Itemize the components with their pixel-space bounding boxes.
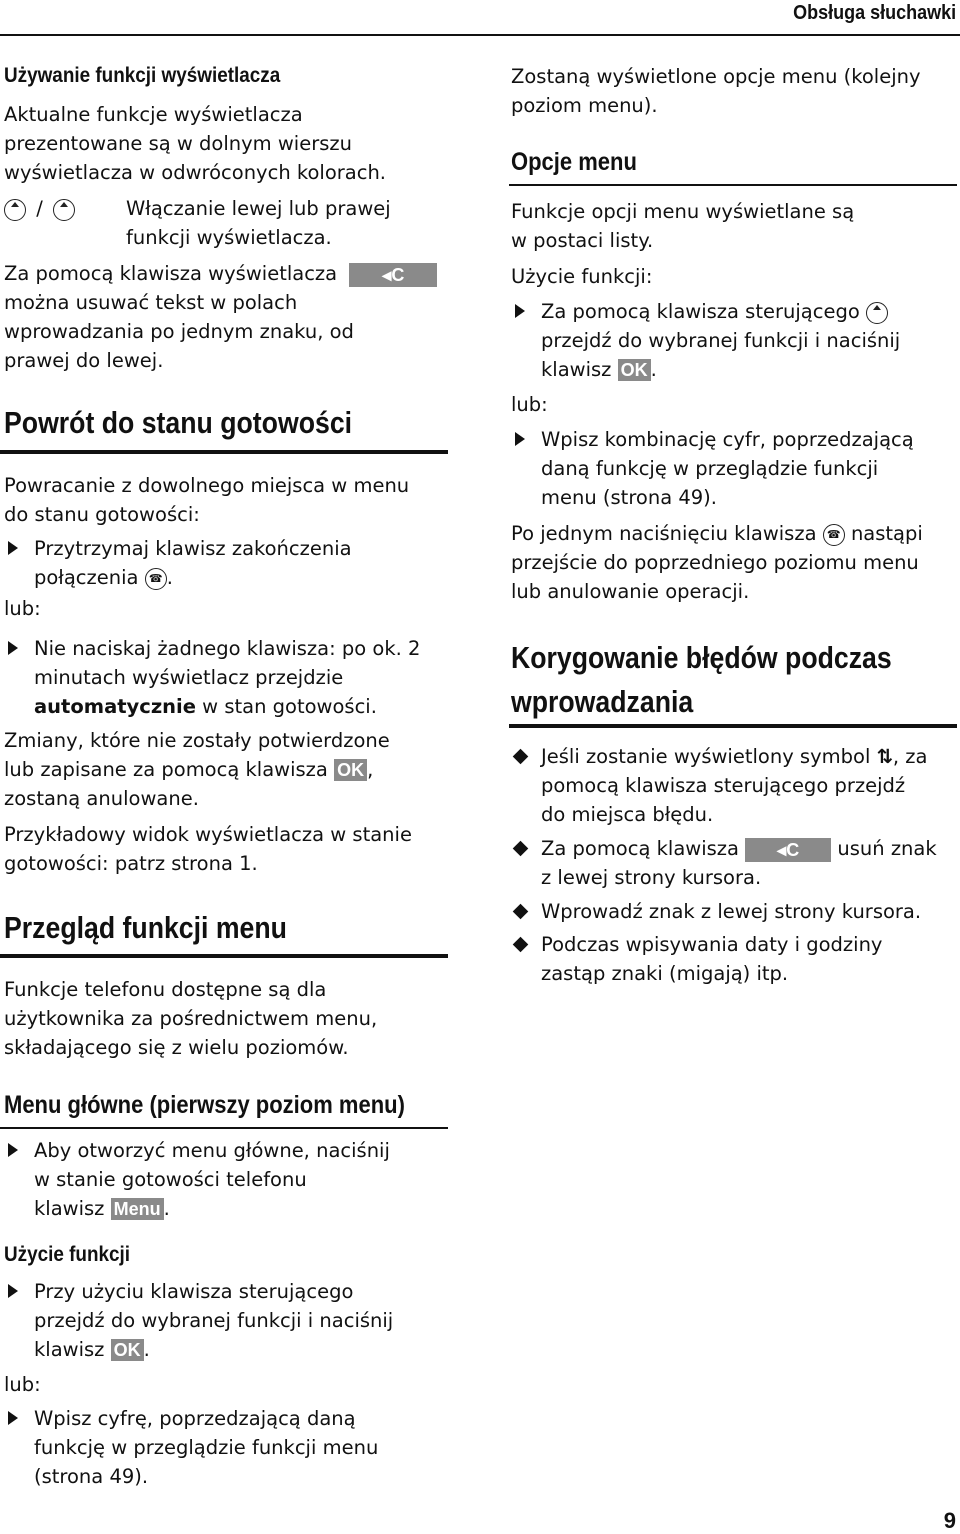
- delete-key-icon: ◂C: [349, 263, 437, 287]
- corrections-bullet-3: Wprowadź znak z lewej strony kursora.: [541, 900, 922, 923]
- menu-options-heading-rule: [509, 184, 957, 186]
- menu-options-back: Po jednym naciśnięciu klawisza ☎ nastąpi przejście do poprzedniego poziomu menu lub anulowanie operacji.: [511, 522, 923, 603]
- section-heading-corrections: Korygowanie błędów podczas wprowadzania: [511, 640, 892, 719]
- control-key-icon: [866, 302, 888, 324]
- use-function-bullet-2: Wpisz cyfrę, poprzedzającą daną funkcję w przeglądzie funkcji menu (strona 49).: [34, 1407, 379, 1488]
- delete-key-icon: ◂C: [745, 838, 831, 862]
- standby-or: lub:: [4, 597, 41, 620]
- nav-separator: /: [36, 197, 43, 220]
- end-call-key-icon: ☎: [145, 568, 167, 590]
- section-heading-display-functions: Używanie funkcji wyświetlacza: [4, 64, 281, 87]
- header-rule: [0, 34, 960, 36]
- menu-options-or: lub:: [511, 393, 548, 416]
- menu-overview-intro: Funkcje telefonu dostępne są dla użytkownika za pośrednictwem menu, składającego się z wielu poziomów.: [4, 978, 378, 1059]
- menu-key-icon: Menu: [111, 1198, 164, 1220]
- nav-key-right-icon: [53, 199, 75, 221]
- bullet-diamond-icon: [513, 904, 529, 920]
- section-heading-main-menu: Menu główne (pierwszy poziom menu): [4, 1091, 405, 1119]
- main-menu-heading-rule: [0, 1127, 448, 1129]
- standby-heading-rule: [0, 450, 448, 454]
- page-number: 9: [943, 1508, 956, 1533]
- bullet-arrow-icon: [8, 1411, 18, 1425]
- page-header: Obsługa słuchawki: [792, 2, 956, 24]
- use-function-bullet-1: Przy użyciu klawisza sterującego przejdź do wybranej funkcji i naciśnij klawisz OK .: [34, 1280, 394, 1361]
- menu-options-top-text: Zostaną wyświetlone opcje menu (kolejny poziom menu).: [511, 65, 921, 117]
- standby-bullet-1: Przytrzymaj klawisz zakończenia połączenia ☎ .: [34, 537, 352, 589]
- ok-key-icon: OK: [111, 1339, 144, 1361]
- bullet-arrow-icon: [8, 1284, 18, 1298]
- corrections-bullet-2: Za pomocą klawisza ◂C usuń znak z lewej strony kursora.: [541, 837, 937, 889]
- menu-options-intro: Funkcje opcji menu wyświetlane są w postaci listy.: [511, 200, 855, 252]
- standby-bullet-2: Nie naciskaj żadnego klawisza: po ok. 2 minutach wyświetlacz przejdzie automatycznie w stan gotowości.: [34, 637, 421, 718]
- section-heading-menu-overview: Przegląd funkcji menu: [4, 910, 287, 945]
- delete-text-paragraph: Za pomocą klawisza wyświetlacza ◂C można usuwać tekst w polach wprowadzania po jednym znaku, od prawej do lewej.: [4, 259, 464, 375]
- corrections-heading-rule: [509, 724, 957, 728]
- standby-example: Przykładowy widok wyświetlacza w stanie gotowości: patrz strona 1.: [4, 823, 412, 875]
- nav-keys-description: Włączanie lewej lub prawej funkcji wyświetlacza.: [126, 197, 391, 249]
- standby-changes: Zmiany, które nie zostały potwierdzone lub zapisane za pomocą klawisza OK , zostaną anulowane.: [4, 729, 390, 810]
- menu-overview-heading-rule: [0, 954, 448, 958]
- bullet-diamond-icon: [513, 749, 529, 765]
- ok-key-icon: OK: [334, 759, 367, 781]
- bullet-arrow-icon: [8, 541, 18, 555]
- bullet-arrow-icon: [515, 432, 525, 446]
- section-heading-menu-options: Opcje menu: [511, 148, 637, 176]
- menu-options-bullet-1: Za pomocą klawisza sterującego przejdź do wybranej funkcji i naciśnij klawisz OK .: [541, 300, 901, 381]
- corrections-bullet-4: Podczas wpisywania daty i godziny zastąp znaki (migają) itp.: [541, 933, 883, 985]
- corrections-bullet-1: Jeśli zostanie wyświetlony symbol ⇅, za pomocą klawisza sterującego przejdź do miejsca błędu.: [541, 745, 928, 826]
- menu-options-bullet-2: Wpisz kombinację cyfr, poprzedzającą daną funkcję w przeglądzie funkcji menu (strona 49).: [541, 428, 914, 509]
- end-call-key-icon: ☎: [823, 524, 845, 546]
- bullet-diamond-icon: [513, 937, 529, 953]
- error-symbol-icon: ⇅: [876, 745, 893, 768]
- nav-key-left-icon: [4, 199, 26, 221]
- bullet-arrow-icon: [8, 641, 18, 655]
- section-heading-use-function: Użycie funkcji: [4, 1243, 131, 1266]
- bullet-diamond-icon: [513, 841, 529, 857]
- standby-intro: Powracanie z dowolnego miejsca w menu do stanu gotowości:: [4, 474, 410, 526]
- section-heading-standby: Powrót do stanu gotowości: [4, 405, 353, 440]
- display-intro: Aktualne funkcje wyświetlacza prezentowane są w dolnym wierszu wyświetlacza w odwróconych kolorach.: [4, 103, 387, 184]
- bullet-arrow-icon: [8, 1143, 18, 1157]
- main-menu-bullet: Aby otworzyć menu główne, naciśnij w stanie gotowości telefonu klawisz Menu .: [34, 1139, 390, 1220]
- ok-key-icon: OK: [618, 359, 651, 381]
- menu-options-use-label: Użycie funkcji:: [511, 265, 653, 288]
- bullet-arrow-icon: [515, 304, 525, 318]
- use-function-or: lub:: [4, 1373, 41, 1396]
